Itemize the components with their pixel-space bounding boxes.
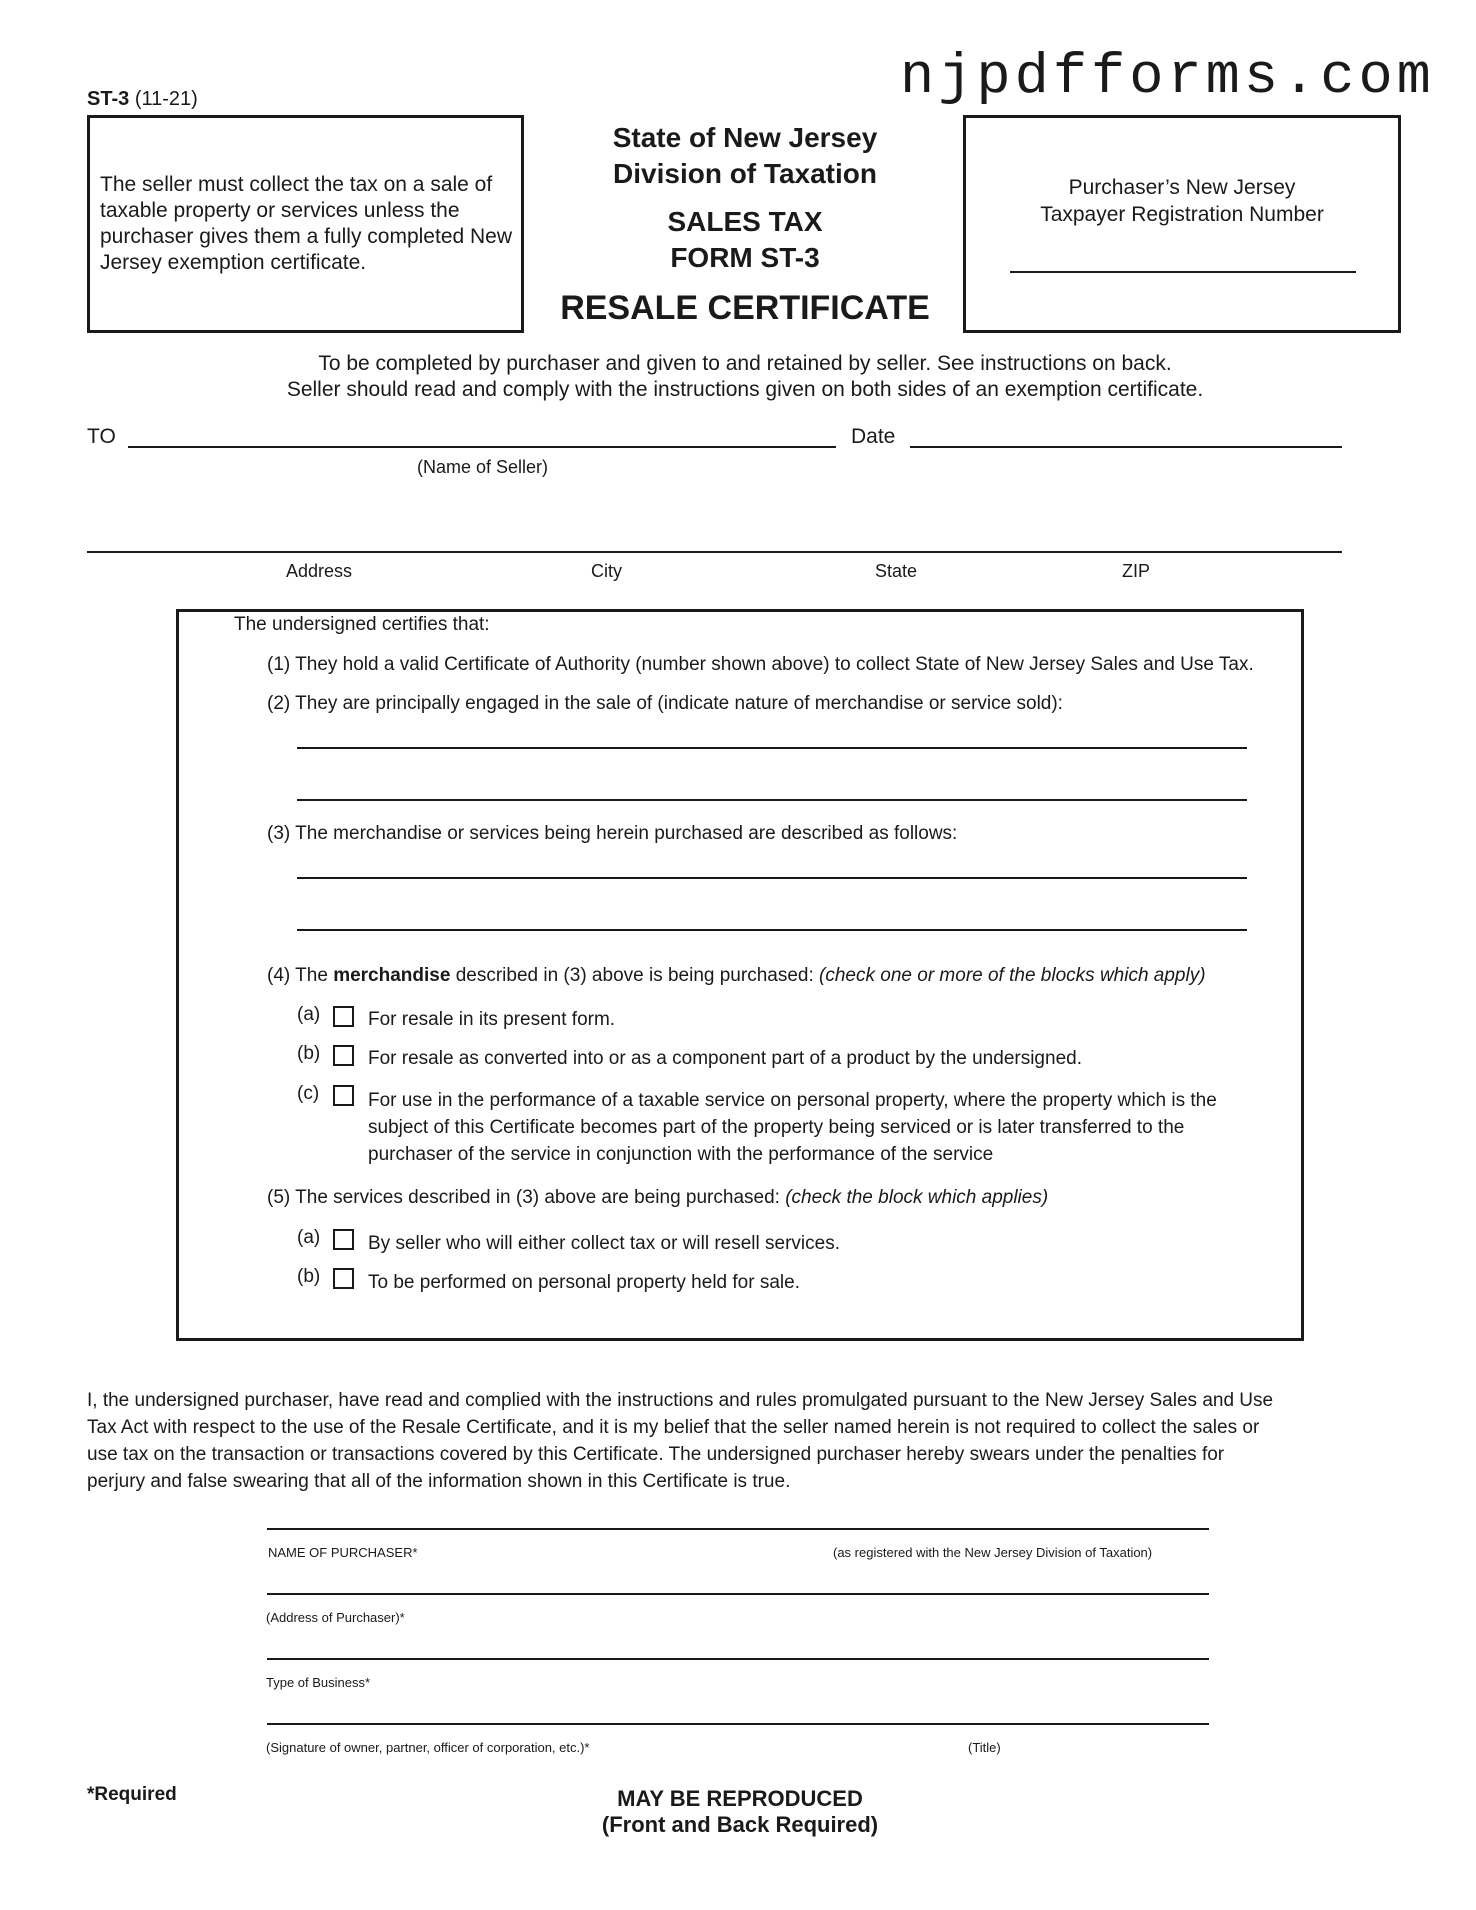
- form-code: ST-3: [87, 88, 130, 110]
- division-line: Division of Taxation: [613, 158, 877, 189]
- registration-number-box: [963, 115, 1401, 333]
- signature-label: (Signature of owner, partner, officer of corporation, etc.)*: [266, 1740, 590, 1755]
- item5-prefix: (5) The services described in (3) above are being purchased:: [267, 1187, 786, 1208]
- business-type-field[interactable]: [267, 1658, 1209, 1660]
- certification-item-1: (1) They hold a valid Certificate of Authority (number shown above) to collect State of New Jersey Sales and Use Tax.: [267, 654, 1254, 675]
- item4-prefix: (4) The: [267, 965, 334, 986]
- option-label: To be performed on personal property held for sale.: [368, 1272, 800, 1293]
- seller-notice-text: The seller must collect the tax on a sale of taxable property or services unless the purchaser gives them a fully completed New Jersey exemption certificate.: [100, 173, 513, 274]
- registration-number-field[interactable]: [1010, 271, 1356, 273]
- option-label: For resale as converted into or as a component part of a product by the undersigned.: [368, 1048, 1082, 1069]
- instructions-intro: [150, 351, 1340, 403]
- title-label: (Title): [968, 1740, 1001, 1755]
- certification-item-5: [267, 1187, 1048, 1209]
- intro-line1: To be completed by purchaser and given to and retained by seller. See instructions on back.: [318, 352, 1172, 375]
- option-label: For resale in its present form.: [368, 1009, 616, 1030]
- item4-instruction: (check one or more of the blocks which apply): [819, 965, 1206, 986]
- date-field[interactable]: [910, 446, 1342, 448]
- watermark-text: njpdfforms.com: [900, 46, 1435, 110]
- registration-number-label: [966, 174, 1398, 228]
- certification-item-3: (3) The merchandise or services being herein purchased are described as follows:: [267, 823, 958, 844]
- option-letter: (c): [297, 1083, 320, 1104]
- declaration-line: use tax on the transaction or transactions covered by this Certificate. The undersigned purchaser hereby swears under the penalties for: [87, 1444, 1225, 1465]
- certification-heading: The undersigned certifies that:: [234, 614, 490, 635]
- form-heading: [600, 204, 890, 276]
- resale-component-checkbox[interactable]: [333, 1045, 354, 1066]
- purchase-description-line-1[interactable]: [297, 877, 1247, 879]
- option-label-continued: purchaser of the service in conjunction with the performance of the service: [368, 1144, 994, 1165]
- taxable-service-use-checkbox[interactable]: [333, 1085, 354, 1106]
- purchaser-name-label: NAME OF PURCHASER*: [268, 1545, 418, 1560]
- page-title: RESALE CERTIFICATE: [560, 289, 930, 327]
- purchaser-name-field[interactable]: [267, 1528, 1209, 1530]
- item4-middle: described in (3) above is being purchased:: [450, 965, 820, 986]
- option-label: For use in the performance of a taxable service on personal property, where the property which is the: [368, 1090, 1217, 1111]
- option-label: By seller who will either collect tax or will resell services.: [368, 1233, 840, 1254]
- to-label: TO: [87, 425, 116, 448]
- purchase-description-line-2[interactable]: [297, 929, 1247, 931]
- option-letter: (a): [297, 1004, 321, 1025]
- business-type-label: Type of Business*: [266, 1675, 371, 1690]
- form-revision: (11-21): [134, 88, 198, 110]
- state-line: State of New Jersey: [612, 122, 878, 153]
- option-letter: (b): [297, 1043, 321, 1064]
- purchaser-address-field[interactable]: [267, 1593, 1209, 1595]
- seller-name-caption: (Name of Seller): [417, 457, 549, 477]
- form-number-line: FORM ST-3: [670, 242, 820, 273]
- seller-collect-tax-checkbox[interactable]: [333, 1229, 354, 1250]
- resale-present-form-checkbox[interactable]: [333, 1006, 354, 1027]
- declaration-line: perjury and false swearing that all of the information shown in this Certificate is true.: [87, 1471, 791, 1492]
- merchandise-sold-line-2[interactable]: [297, 799, 1247, 801]
- merchandise-sold-line-1[interactable]: [297, 747, 1247, 749]
- personal-property-for-sale-checkbox[interactable]: [333, 1268, 354, 1289]
- option-letter: (a): [297, 1227, 321, 1248]
- city-caption: City: [591, 561, 622, 581]
- form-id: [87, 88, 198, 111]
- seller-address-field[interactable]: [87, 551, 1342, 553]
- option-label-continued: subject of this Certificate becomes part of the property being serviced or is later transferred to the: [368, 1117, 1185, 1138]
- registration-label-line1: Purchaser’s New Jersey: [1068, 176, 1296, 199]
- required-note: *Required: [87, 1784, 177, 1805]
- option-letter: (b): [297, 1266, 321, 1287]
- address-caption: Address: [286, 561, 353, 581]
- registration-label-line2: Taxpayer Registration Number: [1040, 203, 1324, 226]
- state-caption: State: [875, 561, 918, 581]
- seller-notice-box: [87, 115, 524, 333]
- agency-heading: [560, 120, 930, 192]
- certification-item-4: [267, 965, 1206, 987]
- purchaser-name-note: (as registered with the New Jersey Division of Taxation): [833, 1545, 1153, 1560]
- declaration-line: I, the undersigned purchaser, have read and complied with the instructions and rules promulgated pursuant to the New Jersey Sales and Use: [87, 1390, 1274, 1411]
- declaration-line: Tax Act with respect to the use of the Resale Certificate, and it is my belief that the seller named herein is not required to collect the sales or: [87, 1417, 1260, 1438]
- reproduce-line2: (Front and Back Required): [601, 1812, 879, 1837]
- purchaser-address-label: (Address of Purchaser)*: [266, 1610, 405, 1625]
- item5-instruction: (check the block which applies): [785, 1187, 1049, 1208]
- certification-item-2: (2) They are principally engaged in the sale of (indicate nature of merchandise or service sold):: [267, 693, 1063, 714]
- reproduce-note: [540, 1786, 940, 1838]
- seller-name-field[interactable]: [128, 446, 836, 448]
- sales-tax-line: SALES TAX: [667, 206, 823, 237]
- item4-bold: merchandise: [333, 965, 451, 986]
- intro-line2: Seller should read and comply with the instructions given on both sides of an exemption certificate.: [286, 378, 1204, 401]
- reproduce-line1: MAY BE REPRODUCED: [617, 1786, 863, 1811]
- signature-field[interactable]: [267, 1723, 1209, 1725]
- date-label: Date: [851, 425, 896, 448]
- zip-caption: ZIP: [1122, 561, 1151, 581]
- purchaser-declaration: [87, 1387, 1327, 1495]
